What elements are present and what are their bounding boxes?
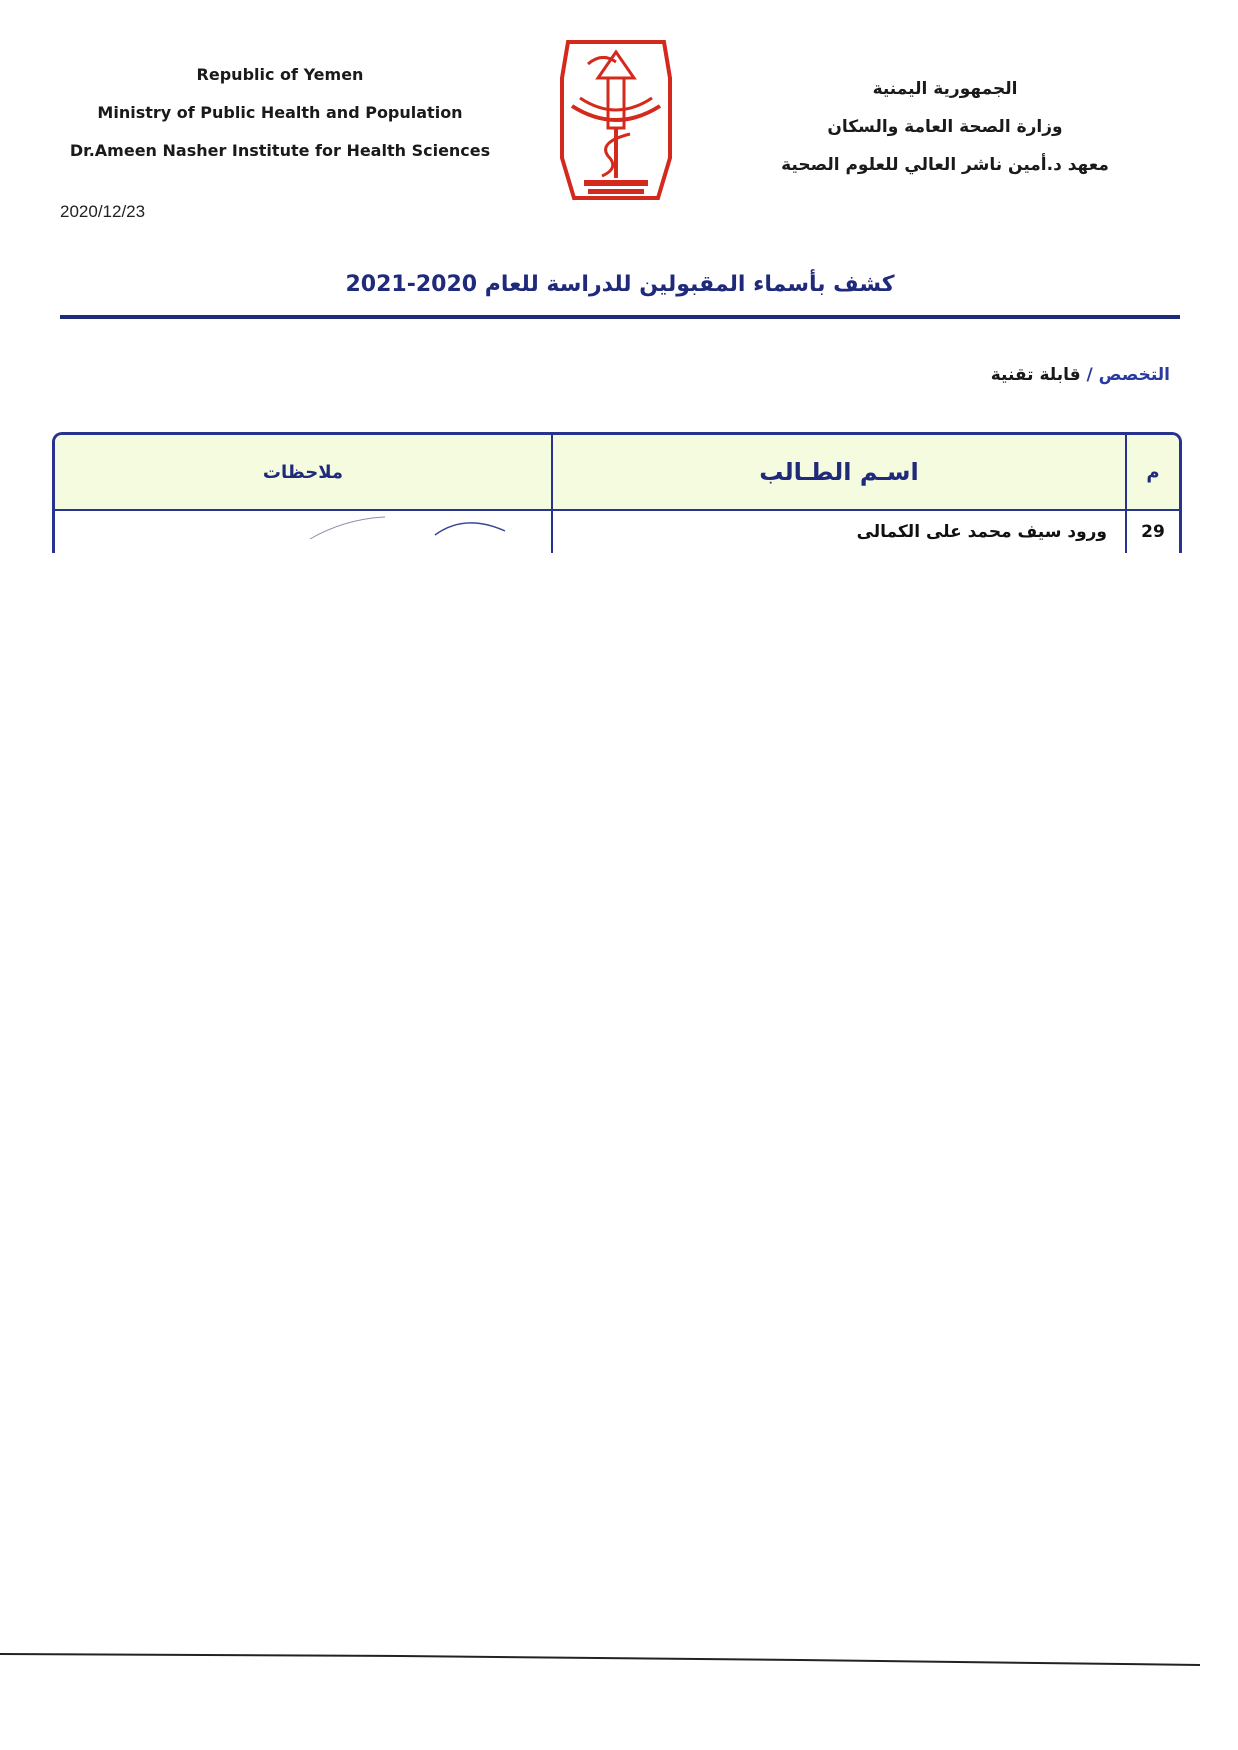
ministry-name-ar: وزارة الصحة العامة والسكان [827,117,1063,137]
document-title: كشف بأسماء المقبولين للدراسة للعام 2020-2021 [345,272,895,297]
table-row [55,510,1179,553]
footer-rule [0,1650,1238,1670]
institute-logo [558,38,674,204]
country-name-en: Republic of Yemen [196,65,364,84]
specialty-label: التخصص / [1086,365,1170,385]
row-number: 29 [1126,510,1179,553]
title-underline [60,315,1180,319]
institute-name-ar: معهد د.أمين ناشر العالي للعلوم الصحية [781,155,1109,175]
students-table-frame [52,432,1182,553]
header-english [60,56,500,170]
header-student-name: اسـم الطـالب [552,435,1126,510]
header-number: م [1126,435,1179,510]
document-date: 2020/12/23 [60,202,146,221]
row-notes [55,510,552,553]
students-table [55,435,1179,553]
ministry-name-en: Ministry of Public Health and Population [97,103,463,122]
table-header-row [55,435,1179,510]
signature-mark [305,513,525,547]
header-arabic [760,70,1130,184]
row-student-name: ورود سيف محمد على الكمالى [552,510,1126,553]
header-notes: ملاحظات [55,435,552,510]
institute-name-en: Dr.Ameen Nasher Institute for Health Sciences [69,141,491,160]
specialty [991,365,1170,385]
country-name-ar: الجمهورية اليمنية [872,79,1018,99]
specialty-value: قابلة تقنية [990,365,1081,385]
